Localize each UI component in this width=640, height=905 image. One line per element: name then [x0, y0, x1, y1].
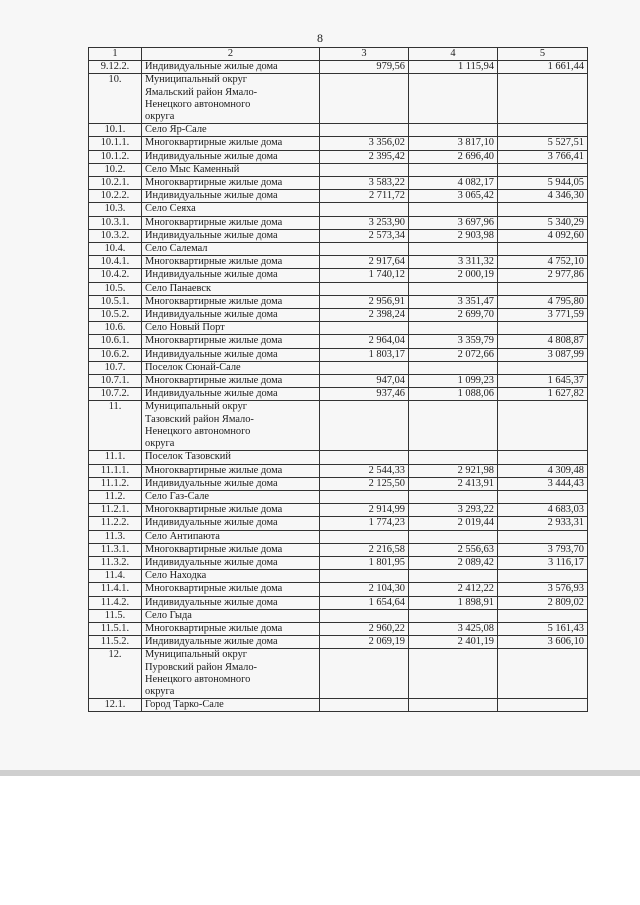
value-cell-col5: 1 645,37	[498, 375, 588, 388]
table-row	[89, 269, 588, 282]
row-number-cell: 11.4.2.	[89, 596, 142, 609]
table-row	[89, 74, 588, 124]
row-name-line: округа	[145, 111, 175, 123]
row-name-cell: Город Тарко-Сале	[142, 699, 320, 712]
value-cell-col4: 3 351,47	[409, 295, 498, 308]
row-name-cell: Индивидуальные жилые дома	[142, 269, 320, 282]
value-cell-col3: 1 803,17	[320, 348, 409, 361]
row-name-cell: Многоквартирные жилые дома	[142, 216, 320, 229]
value-cell-col5	[498, 699, 588, 712]
value-cell-col5: 3 793,70	[498, 543, 588, 556]
value-cell-col5	[498, 361, 588, 374]
table-row	[89, 451, 588, 464]
table-row	[89, 375, 588, 388]
row-name-cell	[142, 74, 320, 124]
row-name-cell: Многоквартирные жилые дома	[142, 375, 320, 388]
value-cell-col5: 3 576,93	[498, 583, 588, 596]
table-row	[89, 464, 588, 477]
value-cell-col4: 2 000,19	[409, 269, 498, 282]
row-name-cell: Село Газ-Сале	[142, 490, 320, 503]
header-col-2: 2	[142, 48, 320, 61]
value-cell-col4: 3 425,08	[409, 622, 498, 635]
row-number-cell: 10.2.1.	[89, 177, 142, 190]
value-cell-col3	[320, 699, 409, 712]
value-cell-col3: 979,56	[320, 61, 409, 74]
value-cell-col3: 1 654,64	[320, 596, 409, 609]
value-cell-col3: 937,46	[320, 388, 409, 401]
value-cell-col3: 3 583,22	[320, 177, 409, 190]
row-number-cell: 11.1.1.	[89, 464, 142, 477]
value-cell-col4	[409, 282, 498, 295]
row-number-cell: 10.7.2.	[89, 388, 142, 401]
value-cell-col5: 1 627,82	[498, 388, 588, 401]
value-cell-col4	[409, 163, 498, 176]
value-cell-col4: 1 099,23	[409, 375, 498, 388]
table-row	[89, 490, 588, 503]
row-name-cell: Индивидуальные жилые дома	[142, 477, 320, 490]
table-row	[89, 163, 588, 176]
value-cell-col5	[498, 322, 588, 335]
value-cell-col3: 3 253,90	[320, 216, 409, 229]
value-cell-col5: 4 309,48	[498, 464, 588, 477]
table-row	[89, 203, 588, 216]
table-row	[89, 530, 588, 543]
value-cell-col5: 4 683,03	[498, 504, 588, 517]
value-cell-col3: 2 395,42	[320, 150, 409, 163]
table-row	[89, 243, 588, 256]
value-cell-col3: 2 573,34	[320, 229, 409, 242]
value-cell-col3	[320, 530, 409, 543]
value-cell-col3	[320, 74, 409, 124]
value-cell-col5	[498, 609, 588, 622]
value-cell-col3	[320, 570, 409, 583]
table-row	[89, 504, 588, 517]
value-cell-col4: 2 413,91	[409, 477, 498, 490]
value-cell-col3: 2 069,19	[320, 636, 409, 649]
table-row	[89, 309, 588, 322]
row-name-cell: Село Мыс Каменный	[142, 163, 320, 176]
row-name-cell: Многоквартирные жилые дома	[142, 622, 320, 635]
row-number-cell: 10.4.1.	[89, 256, 142, 269]
row-name-line: Тазовский район Ямало-	[145, 413, 254, 425]
value-cell-col4: 1 088,06	[409, 388, 498, 401]
table-row	[89, 649, 588, 699]
row-number-cell: 10.1.	[89, 124, 142, 137]
value-cell-col5: 4 346,30	[498, 190, 588, 203]
table-body	[89, 61, 588, 712]
row-name-line: Ненецкого автономного	[145, 425, 251, 437]
value-cell-col5: 1 661,44	[498, 61, 588, 74]
row-number-cell: 11.3.1.	[89, 543, 142, 556]
value-cell-col4: 3 065,42	[409, 190, 498, 203]
row-number-cell: 10.1.2.	[89, 150, 142, 163]
value-cell-col3	[320, 322, 409, 335]
value-cell-col3	[320, 649, 409, 699]
value-cell-col3: 2 956,91	[320, 295, 409, 308]
value-cell-col3: 2 125,50	[320, 477, 409, 490]
value-cell-col5: 2 933,31	[498, 517, 588, 530]
row-name-line: Пуровский район Ямало-	[145, 661, 258, 673]
row-number-cell: 12.	[89, 649, 142, 699]
row-name-cell: Многоквартирные жилые дома	[142, 137, 320, 150]
table-row	[89, 622, 588, 635]
table-row	[89, 216, 588, 229]
value-cell-col3: 2 216,58	[320, 543, 409, 556]
value-cell-col3	[320, 163, 409, 176]
row-name-line: Муниципальный округ	[145, 649, 248, 661]
row-number-cell: 10.2.	[89, 163, 142, 176]
row-number-cell: 10.5.1.	[89, 295, 142, 308]
value-cell-col4: 3 697,96	[409, 216, 498, 229]
row-number-cell: 11.5.2.	[89, 636, 142, 649]
table-row	[89, 636, 588, 649]
row-name-cell: Село Сеяха	[142, 203, 320, 216]
value-cell-col4: 2 921,98	[409, 464, 498, 477]
row-name-cell: Многоквартирные жилые дома	[142, 256, 320, 269]
row-number-cell: 11.2.2.	[89, 517, 142, 530]
row-number-cell: 10.4.2.	[89, 269, 142, 282]
row-number-cell: 11.5.1.	[89, 622, 142, 635]
value-cell-col4	[409, 570, 498, 583]
value-cell-col3	[320, 282, 409, 295]
row-name-cell: Многоквартирные жилые дома	[142, 335, 320, 348]
value-cell-col5: 4 092,60	[498, 229, 588, 242]
table-row	[89, 596, 588, 609]
row-name-cell: Индивидуальные жилые дома	[142, 596, 320, 609]
value-cell-col5	[498, 282, 588, 295]
row-name-line: Ненецкого автономного	[145, 98, 251, 110]
value-cell-col3: 2 544,33	[320, 464, 409, 477]
value-cell-col5: 4 795,80	[498, 295, 588, 308]
row-number-cell: 11.1.2.	[89, 477, 142, 490]
value-cell-col3	[320, 361, 409, 374]
row-name-cell: Многоквартирные жилые дома	[142, 177, 320, 190]
row-number-cell: 11.3.	[89, 530, 142, 543]
row-number-cell: 10.4.	[89, 243, 142, 256]
row-name-cell: Многоквартирные жилые дома	[142, 464, 320, 477]
row-name-line: округа	[145, 685, 175, 697]
value-cell-col4	[409, 243, 498, 256]
table-row	[89, 517, 588, 530]
row-name-cell: Село Панаевск	[142, 282, 320, 295]
table-row	[89, 543, 588, 556]
row-name-cell: Село Салемал	[142, 243, 320, 256]
value-cell-col4: 2 019,44	[409, 517, 498, 530]
header-col-3: 3	[320, 48, 409, 61]
row-number-cell: 10.6.2.	[89, 348, 142, 361]
row-number-cell: 11.2.1.	[89, 504, 142, 517]
value-cell-col4: 2 699,70	[409, 309, 498, 322]
table-row	[89, 177, 588, 190]
header-col-5: 5	[498, 48, 588, 61]
value-cell-col3: 2 964,04	[320, 335, 409, 348]
table-row	[89, 401, 588, 451]
value-cell-col4: 2 412,22	[409, 583, 498, 596]
row-number-cell: 10.	[89, 74, 142, 124]
row-name-cell: Индивидуальные жилые дома	[142, 229, 320, 242]
value-cell-col5: 5 527,51	[498, 137, 588, 150]
row-name-cell	[142, 649, 320, 699]
value-cell-col4: 3 311,32	[409, 256, 498, 269]
row-number-cell: 11.	[89, 401, 142, 451]
row-name-cell: Индивидуальные жилые дома	[142, 190, 320, 203]
row-name-cell: Индивидуальные жилые дома	[142, 61, 320, 74]
table-row	[89, 609, 588, 622]
value-cell-col3	[320, 401, 409, 451]
table-row	[89, 295, 588, 308]
value-cell-col4	[409, 451, 498, 464]
value-cell-col3: 947,04	[320, 375, 409, 388]
value-cell-col5	[498, 530, 588, 543]
value-cell-col4: 2 903,98	[409, 229, 498, 242]
value-cell-col4: 4 082,17	[409, 177, 498, 190]
row-number-cell: 10.2.2.	[89, 190, 142, 203]
value-cell-col5	[498, 649, 588, 699]
table-row	[89, 229, 588, 242]
row-number-cell: 11.4.1.	[89, 583, 142, 596]
row-name-cell: Многоквартирные жилые дома	[142, 504, 320, 517]
value-cell-col4: 3 293,22	[409, 504, 498, 517]
value-cell-col3: 2 711,72	[320, 190, 409, 203]
row-number-cell: 10.5.	[89, 282, 142, 295]
row-name-line: Ямальский район Ямало-	[145, 86, 258, 98]
price-table	[88, 47, 588, 712]
value-cell-col3: 3 356,02	[320, 137, 409, 150]
row-number-cell: 11.4.	[89, 570, 142, 583]
value-cell-col4: 2 401,19	[409, 636, 498, 649]
value-cell-col5	[498, 570, 588, 583]
value-cell-col4	[409, 490, 498, 503]
row-name-cell: Село Антипаюта	[142, 530, 320, 543]
value-cell-col3	[320, 609, 409, 622]
table-row	[89, 322, 588, 335]
row-number-cell: 10.6.1.	[89, 335, 142, 348]
row-name-cell: Село Новый Порт	[142, 322, 320, 335]
table-row	[89, 124, 588, 137]
value-cell-col4: 2 089,42	[409, 556, 498, 569]
value-cell-col3: 2 398,24	[320, 309, 409, 322]
table-row	[89, 256, 588, 269]
value-cell-col5: 3 444,43	[498, 477, 588, 490]
value-cell-col5: 3 606,10	[498, 636, 588, 649]
value-cell-col3	[320, 243, 409, 256]
table-row	[89, 477, 588, 490]
value-cell-col3: 2 914,99	[320, 504, 409, 517]
value-cell-col4	[409, 124, 498, 137]
row-name-cell: Поселок Тазовский	[142, 451, 320, 464]
value-cell-col5	[498, 124, 588, 137]
value-cell-col3: 1 774,23	[320, 517, 409, 530]
value-cell-col3: 2 960,22	[320, 622, 409, 635]
table-row	[89, 190, 588, 203]
value-cell-col4: 1 115,94	[409, 61, 498, 74]
row-name-cell: Индивидуальные жилые дома	[142, 150, 320, 163]
row-name-cell: Село Находка	[142, 570, 320, 583]
row-name-cell	[142, 401, 320, 451]
value-cell-col5	[498, 401, 588, 451]
row-name-cell: Поселок Сюнай-Сале	[142, 361, 320, 374]
row-number-cell: 9.12.2.	[89, 61, 142, 74]
value-cell-col5: 4 808,87	[498, 335, 588, 348]
row-name-line: Муниципальный округ	[145, 74, 248, 86]
value-cell-col4: 2 556,63	[409, 543, 498, 556]
row-number-cell: 12.1.	[89, 699, 142, 712]
row-name-line: Ненецкого автономного	[145, 673, 251, 685]
table-row	[89, 583, 588, 596]
row-number-cell: 10.3.1.	[89, 216, 142, 229]
row-name-cell: Индивидуальные жилые дома	[142, 556, 320, 569]
row-number-cell: 11.1.	[89, 451, 142, 464]
row-name-cell: Многоквартирные жилые дома	[142, 543, 320, 556]
table-row	[89, 556, 588, 569]
value-cell-col5	[498, 74, 588, 124]
row-number-cell: 10.5.2.	[89, 309, 142, 322]
row-number-cell: 11.2.	[89, 490, 142, 503]
value-cell-col5	[498, 163, 588, 176]
row-name-line: округа	[145, 438, 175, 450]
value-cell-col3	[320, 490, 409, 503]
value-cell-col3: 1 740,12	[320, 269, 409, 282]
table-row	[89, 348, 588, 361]
value-cell-col5: 5 944,05	[498, 177, 588, 190]
page-bottom-margin	[0, 776, 640, 905]
row-number-cell: 11.5.	[89, 609, 142, 622]
row-name-cell: Индивидуальные жилые дома	[142, 309, 320, 322]
row-number-cell: 10.3.	[89, 203, 142, 216]
header-col-4: 4	[409, 48, 498, 61]
value-cell-col5	[498, 451, 588, 464]
value-cell-col4	[409, 401, 498, 451]
table-row	[89, 137, 588, 150]
value-cell-col4	[409, 74, 498, 124]
value-cell-col4: 2 696,40	[409, 150, 498, 163]
value-cell-col3	[320, 124, 409, 137]
value-cell-col4	[409, 530, 498, 543]
value-cell-col3: 2 104,30	[320, 583, 409, 596]
value-cell-col4	[409, 699, 498, 712]
value-cell-col5	[498, 203, 588, 216]
value-cell-col5: 3 771,59	[498, 309, 588, 322]
row-name-cell: Индивидуальные жилые дома	[142, 636, 320, 649]
value-cell-col4	[409, 609, 498, 622]
value-cell-col5	[498, 490, 588, 503]
row-name-cell: Индивидуальные жилые дома	[142, 348, 320, 361]
table-row	[89, 570, 588, 583]
value-cell-col5: 2 977,86	[498, 269, 588, 282]
table-header-row	[89, 48, 588, 61]
value-cell-col4: 2 072,66	[409, 348, 498, 361]
row-name-cell: Село Гыда	[142, 609, 320, 622]
row-number-cell: 11.3.2.	[89, 556, 142, 569]
value-cell-col4	[409, 649, 498, 699]
value-cell-col4	[409, 203, 498, 216]
value-cell-col4: 1 898,91	[409, 596, 498, 609]
page-number: 8	[317, 31, 323, 45]
row-name-cell: Многоквартирные жилые дома	[142, 295, 320, 308]
row-name-cell: Индивидуальные жилые дома	[142, 388, 320, 401]
row-number-cell: 10.7.	[89, 361, 142, 374]
row-name-cell: Многоквартирные жилые дома	[142, 583, 320, 596]
value-cell-col5: 5 340,29	[498, 216, 588, 229]
table-row	[89, 61, 588, 74]
value-cell-col5: 3 116,17	[498, 556, 588, 569]
value-cell-col3: 2 917,64	[320, 256, 409, 269]
value-cell-col4	[409, 361, 498, 374]
row-name-cell: Село Яр-Сале	[142, 124, 320, 137]
table-row	[89, 335, 588, 348]
value-cell-col5: 3 087,99	[498, 348, 588, 361]
table-row	[89, 388, 588, 401]
row-number-cell: 10.7.1.	[89, 375, 142, 388]
value-cell-col3: 1 801,95	[320, 556, 409, 569]
row-number-cell: 10.6.	[89, 322, 142, 335]
value-cell-col4: 3 359,79	[409, 335, 498, 348]
value-cell-col3	[320, 451, 409, 464]
row-name-cell: Индивидуальные жилые дома	[142, 517, 320, 530]
row-name-line: Муниципальный округ	[145, 401, 248, 413]
table-row	[89, 282, 588, 295]
value-cell-col4: 3 817,10	[409, 137, 498, 150]
value-cell-col4	[409, 322, 498, 335]
value-cell-col5: 4 752,10	[498, 256, 588, 269]
row-number-cell: 10.3.2.	[89, 229, 142, 242]
value-cell-col5: 2 809,02	[498, 596, 588, 609]
table-row	[89, 699, 588, 712]
table-row	[89, 361, 588, 374]
value-cell-col5	[498, 243, 588, 256]
value-cell-col5: 3 766,41	[498, 150, 588, 163]
value-cell-col3	[320, 203, 409, 216]
row-number-cell: 10.1.1.	[89, 137, 142, 150]
value-cell-col5: 5 161,43	[498, 622, 588, 635]
table-row	[89, 150, 588, 163]
header-col-1: 1	[89, 48, 142, 61]
